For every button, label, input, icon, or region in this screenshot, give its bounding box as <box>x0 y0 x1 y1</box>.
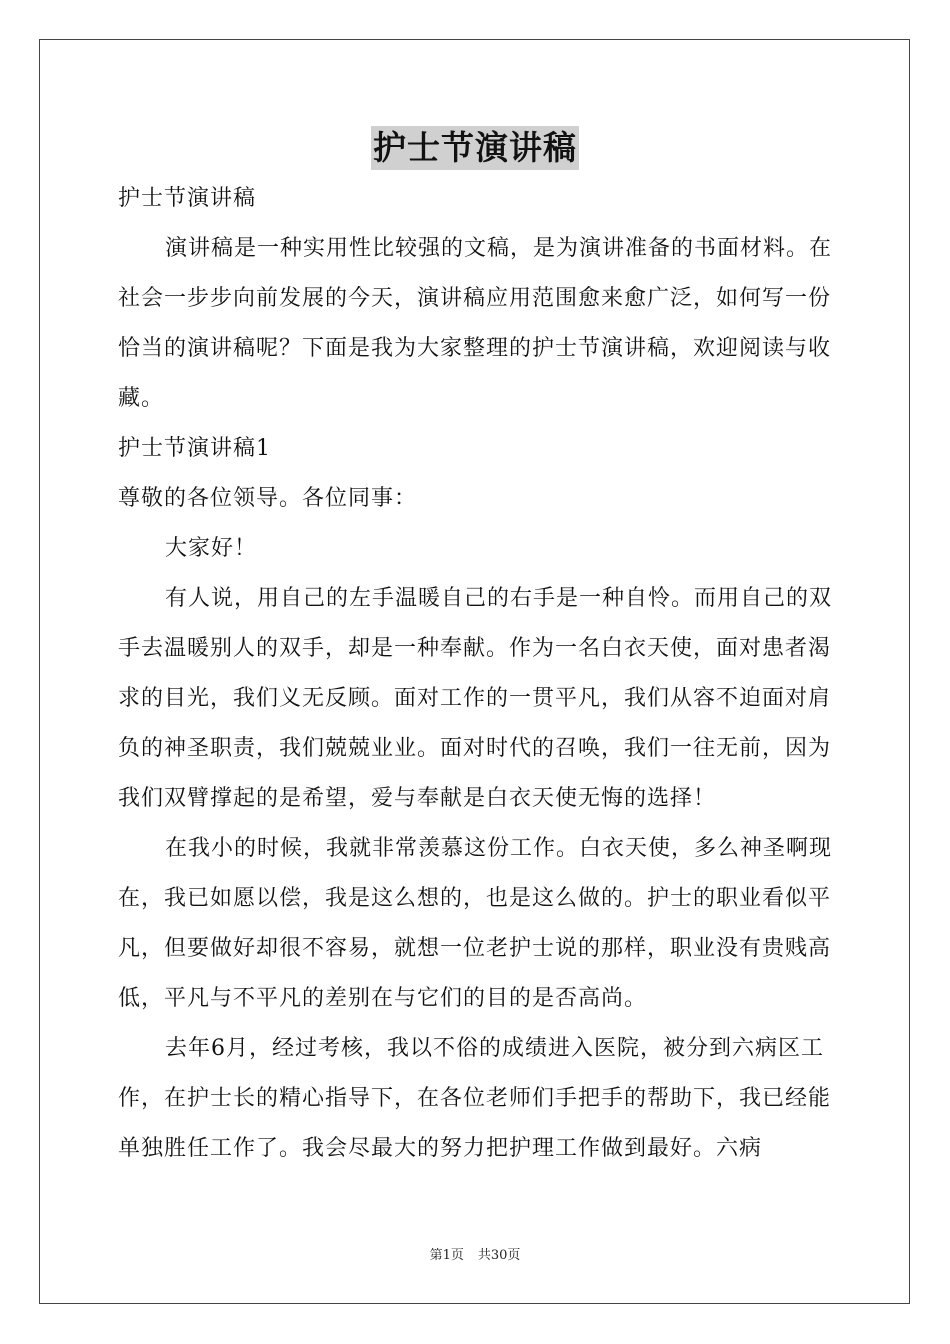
page-number: 第1页 <box>429 1248 464 1263</box>
paragraph: 尊敬的各位领导。各位同事： <box>118 486 418 511</box>
paragraph: 去年6月，经过考核，我以不俗的成绩进入医院，被分到六病区工作，在护士长的精心指导下，在各位老师们手把手的帮助下，我已经能单独胜任工作了。我会尽最大的努力把护理工作做到最好。六病 <box>118 1036 832 1161</box>
document-title: 护士节演讲稿 <box>371 126 579 170</box>
page-footer <box>0 1244 950 1263</box>
paragraph: 有人说，用自己的左手温暖自己的右手是一种自怜。而用自己的双手去温暖别人的双手，却是一种奉献。作为一名白衣天使，面对患者渴求的目光，我们义无反顾。面对工作的一贯平凡，我们从容不迫面对肩负的神圣职责，我们兢兢业业。面对时代的召唤，我们一往无前，因为我们双臂撑起的是希望，爱与奉献是白衣天使无悔的选择！ <box>118 586 833 811</box>
page-total: 共30页 <box>477 1248 521 1263</box>
paragraph: 在我小的时候，我就非常羡慕这份工作。白衣天使，多么神圣啊现在，我已如愿以偿，我是这么想的，也是这么做的。护士的职业看似平凡，但要做好却很不容易，就想一位老护士说的那样，职业没有贵贱高低，平凡与不平凡的差别在与它们的目的是否高尚。 <box>118 836 833 1011</box>
paragraph: 护士节演讲稿1 <box>118 436 271 461</box>
paragraph: 大家好！ <box>165 536 258 561</box>
paragraph: 演讲稿是一种实用性比较强的文稿，是为演讲准备的书面材料。在社会一步步向前发展的今天，演讲稿应用范围愈来愈广泛，如何写一份恰当的演讲稿呢？下面是我为大家整理的护士节演讲稿，欢迎阅读与收藏。 <box>118 236 833 411</box>
title-area <box>0 126 950 170</box>
document-body <box>118 174 834 1174</box>
paragraph: 护士节演讲稿 <box>118 186 257 211</box>
